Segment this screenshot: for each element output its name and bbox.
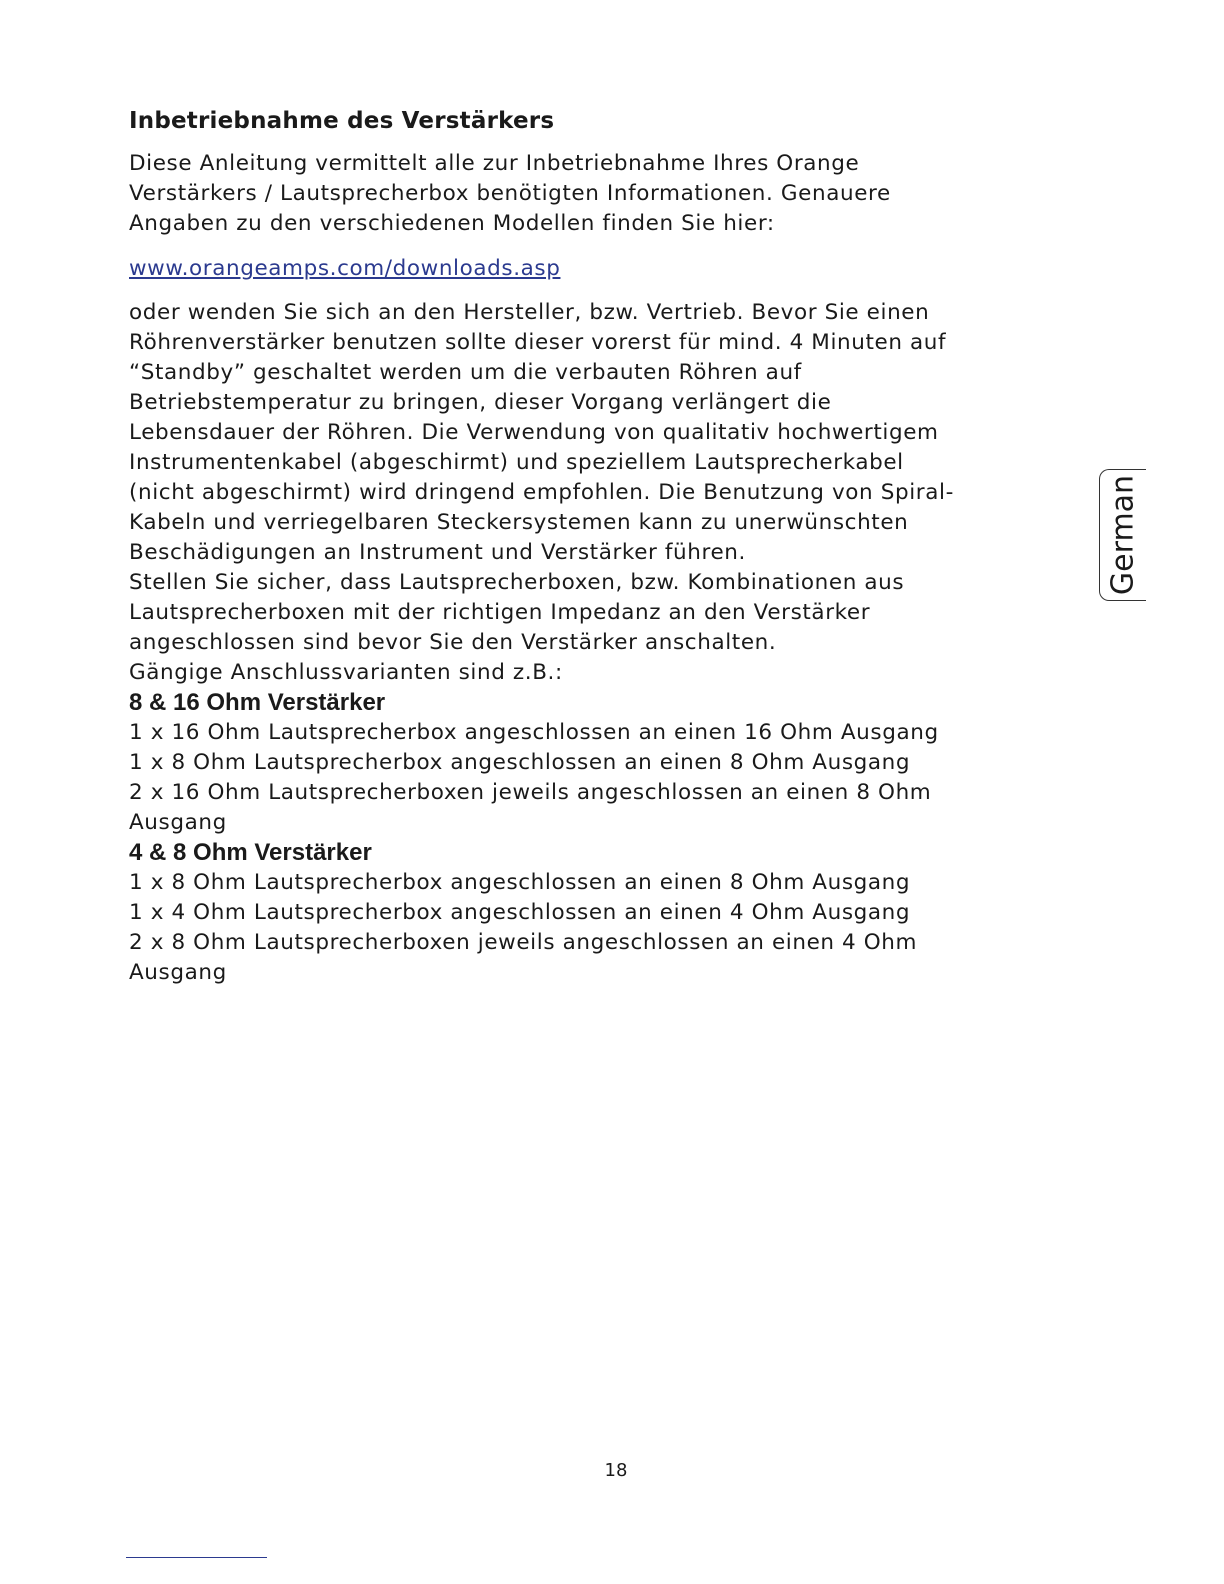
body-line: Beschädigungen an Instrument und Verstärker führen.: [129, 540, 746, 565]
body-line: (nicht abgeschirmt) wird dringend empfohlen. Die Benutzung von Spiral-: [129, 480, 954, 505]
body-line: “Standby” geschaltet werden um die verbauten Röhren auf: [129, 360, 802, 385]
body-line: angeschlossen sind bevor Sie den Verstärker anschalten.: [129, 630, 777, 655]
page-content: [129, 104, 979, 988]
body-line: Stellen Sie sicher, dass Lautsprecherboxen, bzw. Kombinationen aus: [129, 570, 905, 595]
list-item: 1 x 4 Ohm Lautsprecherbox angeschlossen an einen 4 Ohm Ausgang: [129, 900, 911, 925]
list-item: 1 x 8 Ohm Lautsprecherbox angeschlossen an einen 8 Ohm Ausgang: [129, 870, 911, 895]
connection-list-4-8-ohm: [129, 868, 979, 988]
list-item: Ausgang: [129, 810, 227, 835]
downloads-link-line: [129, 254, 979, 284]
body-paragraph: [129, 298, 979, 688]
body-line: Instrumentenkabel (abgeschirmt) und speziellem Lautsprecherkabel: [129, 450, 904, 475]
section-heading-8-16-ohm: 8 & 16 Ohm Verstärker: [129, 689, 386, 716]
intro-line: Diese Anleitung vermittelt alle zur Inbetriebnahme Ihres Orange: [129, 151, 860, 176]
language-tab-label: German: [1105, 474, 1141, 596]
body-line: Lautsprecherboxen mit der richtigen Impedanz an den Verstärker: [129, 600, 871, 625]
intro-line: Verstärkers / Lautsprecherbox benötigten Informationen. Genauere: [129, 181, 891, 206]
list-item: Ausgang: [129, 960, 227, 985]
section-heading-4-8-ohm: 4 & 8 Ohm Verstärker: [129, 839, 372, 866]
body-line: Gängige Anschlussvarianten sind z.B.:: [129, 660, 563, 685]
language-tab: [1099, 469, 1146, 601]
page-title: Inbetriebnahme des Verstärkers: [129, 108, 555, 134]
list-item: 2 x 16 Ohm Lautsprecherboxen jeweils angeschlossen an einen 8 Ohm: [129, 780, 932, 805]
body-line: Lebensdauer der Röhren. Die Verwendung von qualitativ hochwertigem: [129, 420, 939, 445]
body-line: Betriebstemperatur zu bringen, dieser Vorgang verlängert die: [129, 390, 832, 415]
list-item: 1 x 16 Ohm Lautsprecherbox angeschlossen an einen 16 Ohm Ausgang: [129, 720, 939, 745]
list-item: 2 x 8 Ohm Lautsprecherboxen jeweils angeschlossen an einen 4 Ohm: [129, 930, 918, 955]
intro-paragraph: [129, 149, 979, 239]
connection-list-8-16-ohm: [129, 718, 979, 838]
body-line: oder wenden Sie sich an den Hersteller, bzw. Vertrieb. Bevor Sie einen: [129, 300, 930, 325]
list-item: 1 x 8 Ohm Lautsprecherbox angeschlossen an einen 8 Ohm Ausgang: [129, 750, 911, 775]
footnote-divider: [126, 1557, 267, 1558]
body-line: Kabeln und verriegelbaren Steckersystemen kann zu unerwünschten: [129, 510, 909, 535]
page-number: 18: [604, 1460, 628, 1481]
downloads-link[interactable]: www.orangeamps.com/downloads.asp: [129, 256, 561, 281]
intro-line: Angaben zu den verschiedenen Modellen finden Sie hier:: [129, 211, 775, 236]
body-line: Röhrenverstärker benutzen sollte dieser vorerst für mind. 4 Minuten auf: [129, 330, 947, 355]
